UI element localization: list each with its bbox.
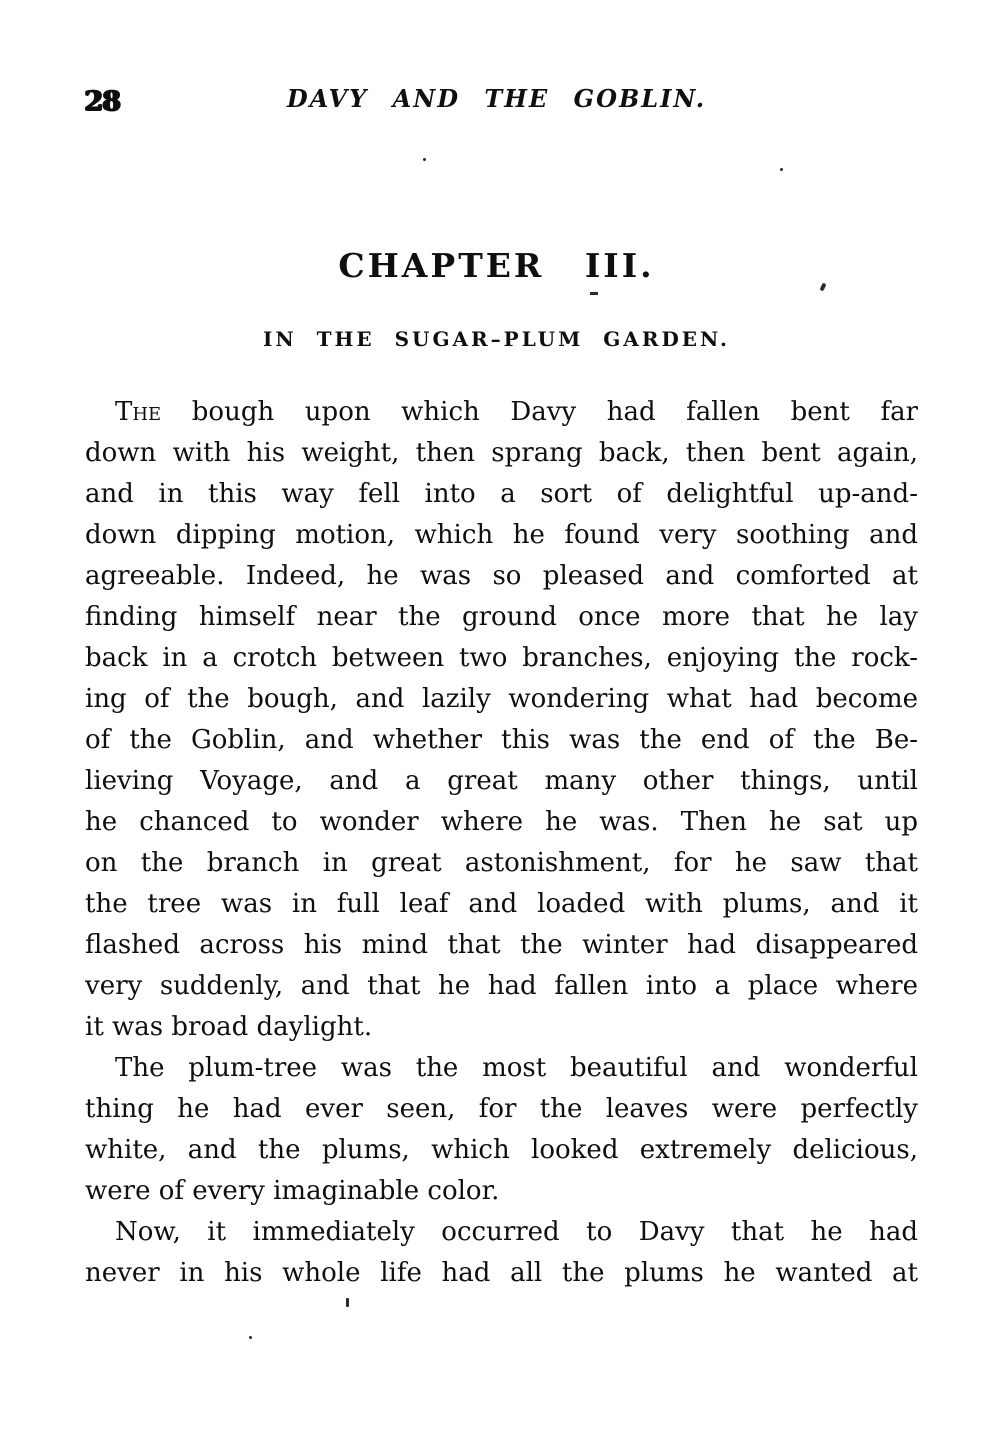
scan-speck [249, 1336, 252, 1339]
paragraph-3 [85, 1212, 918, 1294]
text-line: finding himself near the ground once more that he lay [85, 602, 918, 632]
text-line: The plum-tree was the most beautiful and wonderful [115, 1053, 918, 1083]
text-line: flashed across his mind that the winter had disappeared [85, 930, 918, 960]
text-line: ing of the bough, and lazily wondering what had become [85, 684, 918, 714]
running-title: DAVY AND THE GOBLIN. [286, 84, 707, 113]
text-line: on the branch in great astonishment, for he saw that [85, 848, 918, 878]
text-line: lieving Voyage, and a great many other things, until [85, 766, 918, 796]
text-line: the tree was in full leaf and loaded with plums, and it [85, 889, 918, 919]
running-header [0, 84, 993, 120]
text-line: he chanced to wonder where he was. Then he sat up [85, 807, 918, 837]
chapter-subtitle: IN THE SUGAR–PLUM GARDEN. [262, 327, 730, 351]
scan-speck [590, 292, 598, 295]
text-line: back in a crotch between two branches, enjoying the rock- [85, 643, 918, 673]
text-line: and in this way fell into a sort of delightful up-and- [85, 479, 918, 509]
chapter-heading: CHAPTER III. [338, 246, 655, 285]
text-line: down dipping motion, which he found very soothing and [85, 520, 918, 550]
text-line: very suddenly, and that he had fallen into a place where [85, 971, 918, 1001]
text-line: were of every imaginable color. [85, 1176, 500, 1206]
body-text [85, 392, 918, 1294]
text-line: down with his weight, then sprang back, then bent again, [85, 438, 918, 468]
paragraph-1 [85, 392, 918, 1048]
text-line: thing he had ever seen, for the leaves were perfectly [85, 1094, 918, 1124]
lead-word-smallcaps: The [115, 397, 162, 427]
text-line: it was broad daylight. [85, 1012, 373, 1042]
scan-speck [780, 168, 783, 171]
text-line: white, and the plums, which looked extremely delicious, [85, 1135, 918, 1165]
text-line: never in his whole life had all the plums he wanted at [85, 1258, 918, 1288]
text-line: Now, it immediately occurred to Davy that he had [115, 1217, 918, 1247]
text-line-rest: bough upon which Davy had fallen bent far [191, 397, 918, 427]
text-line: of the Goblin, and whether this was the end of the Be- [85, 725, 918, 755]
text-line [85, 392, 918, 433]
paragraph-2 [85, 1048, 918, 1212]
scan-speck [346, 1298, 349, 1307]
scan-speck [423, 158, 426, 161]
text-line: agreeable. Indeed, he was so pleased and comforted at [85, 561, 918, 591]
page-number: 28 [84, 86, 120, 117]
